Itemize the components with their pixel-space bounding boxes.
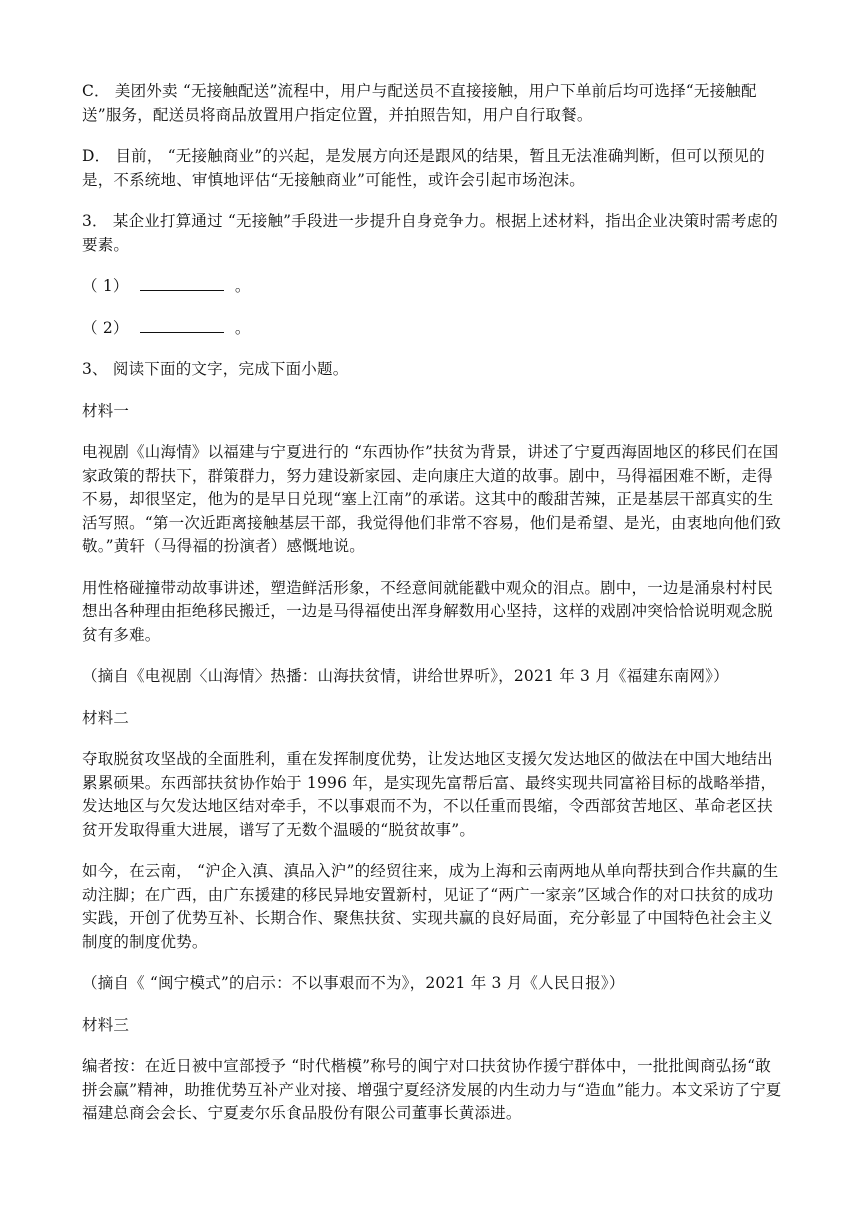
question-3-stem: 3． 某企业打算通过 “无接触”手段进一步提升自身竞争力。根据上述材料，指出企业决策时需考虑的要素。 xyxy=(82,212,778,254)
answer-line-2 xyxy=(82,317,782,341)
section-3-intro: 3、 阅读下面的文字，完成下面小题。 xyxy=(82,360,349,378)
material-1-title: 材料一 xyxy=(82,401,130,420)
answer-1-label: （ 1） xyxy=(82,277,129,295)
option-d: D． 目前， “无接触商业”的兴起，是发展方向还是跟风的结果，暂且无法准确判断，但可以预见的是，不系统地、审慎地评估“无接触商业”可能性，或许会引起市场泡沫。 xyxy=(82,147,765,189)
material-1-source: （摘自《电视剧〈山海情〉热播：山海扶贫情，讲给世界听》，2021 年 3 月《福建东南网》） xyxy=(82,667,729,685)
option-c: C． 美团外卖 “无接触配送”流程中，用户与配送员不直接接触，用户下单前后均可选择“无接触配送”服务，配送员将商品放置用户指定位置，并拍照告知，用户自行取餐。 xyxy=(82,82,757,124)
answer-2-blank xyxy=(140,317,224,333)
answer-1-blank xyxy=(140,275,224,291)
material-1-paragraph-1: 电视剧《山海情》以福建与宁夏进行的 “东西协作”扶贫为背景，讲述了宁夏西海固地区的移民们在国家政策的帮扶下，群策群力，努力建设新家园、走向康庄大道的故事。剧中，马得福困难不断，走得不易，却很坚定，他为的是早日兑现“塞上江南”的承诺。这其中的酸甜苦辣，正是基层干部真实的生活写照。“第一次近距离接触基层干部，我觉得他们非常不容易，他们是希望、是光，由衷地向他们致敬。”黄轩（马得福的扮演者）感慨地说。 xyxy=(82,443,781,555)
answer-2-suffix: 。 xyxy=(234,318,251,337)
material-2-title: 材料二 xyxy=(82,708,130,727)
answer-1-suffix: 。 xyxy=(234,277,251,295)
material-2-source: （摘自《 “闽宁模式”的启示：不以事艰而不为》，2021 年 3 月《人民日报》） xyxy=(82,974,625,992)
material-1-paragraph-2: 用性格碰撞带动故事讲述，塑造鲜活形象，不经意间就能戳中观众的泪点。剧中，一边是涌泉村村民想出各种理由拒绝移民搬迁，一边是马得福使出浑身解数用心坚持，这样的戏剧冲突恰恰说明观念脱贫有多难。 xyxy=(82,578,773,644)
document-page xyxy=(82,80,782,1144)
answer-line-1 xyxy=(82,275,782,299)
material-3-title: 材料三 xyxy=(82,1015,130,1034)
answer-2-label: （ 2） xyxy=(82,318,129,337)
material-2-paragraph-2: 如今，在云南， “沪企入滇、滇品入沪”的经贸往来，成为上海和云南两地从单向帮扶到合作共赢的生动注脚；在广西，由广东援建的移民异地安置新村，见证了“两广一家亲”区域合作的对口扶贫的成功实践，开创了优势互补、长期合作、聚焦扶贫、实现共赢的良好局面，充分彰显了中国特色社会主义制度的制度优势。 xyxy=(82,862,779,951)
material-3-paragraph-1: 编者按：在近日被中宣部授予 “时代楷模”称号的闽宁对口扶贫协作援宁群体中，一批批闽商弘扬“敢拼会赢”精神，助推优势互补产业对接、增强宁夏经济发展的内生动力与“造血”能力。本文采访了宁夏福建总商会会长、宁夏麦尔乐食品股份有限公司董事长黄添进。 xyxy=(82,1057,782,1122)
material-2-paragraph-1: 夺取脱贫攻坚战的全面胜利，重在发挥制度优势，让发达地区支援欠发达地区的做法在中国大地结出累累硕果。东西部扶贫协作始于 1996 年，是实现先富帮后富、最终实现共同富裕目标的战略举措，发达地区与欠发达地区结对牵手，不以事艰而不为，不以任重而畏缩，令西部贫苦地区、革命老区扶贫开发取得重大进展，谱写了无数个温暖的“脱贫故事”。 xyxy=(82,750,777,839)
